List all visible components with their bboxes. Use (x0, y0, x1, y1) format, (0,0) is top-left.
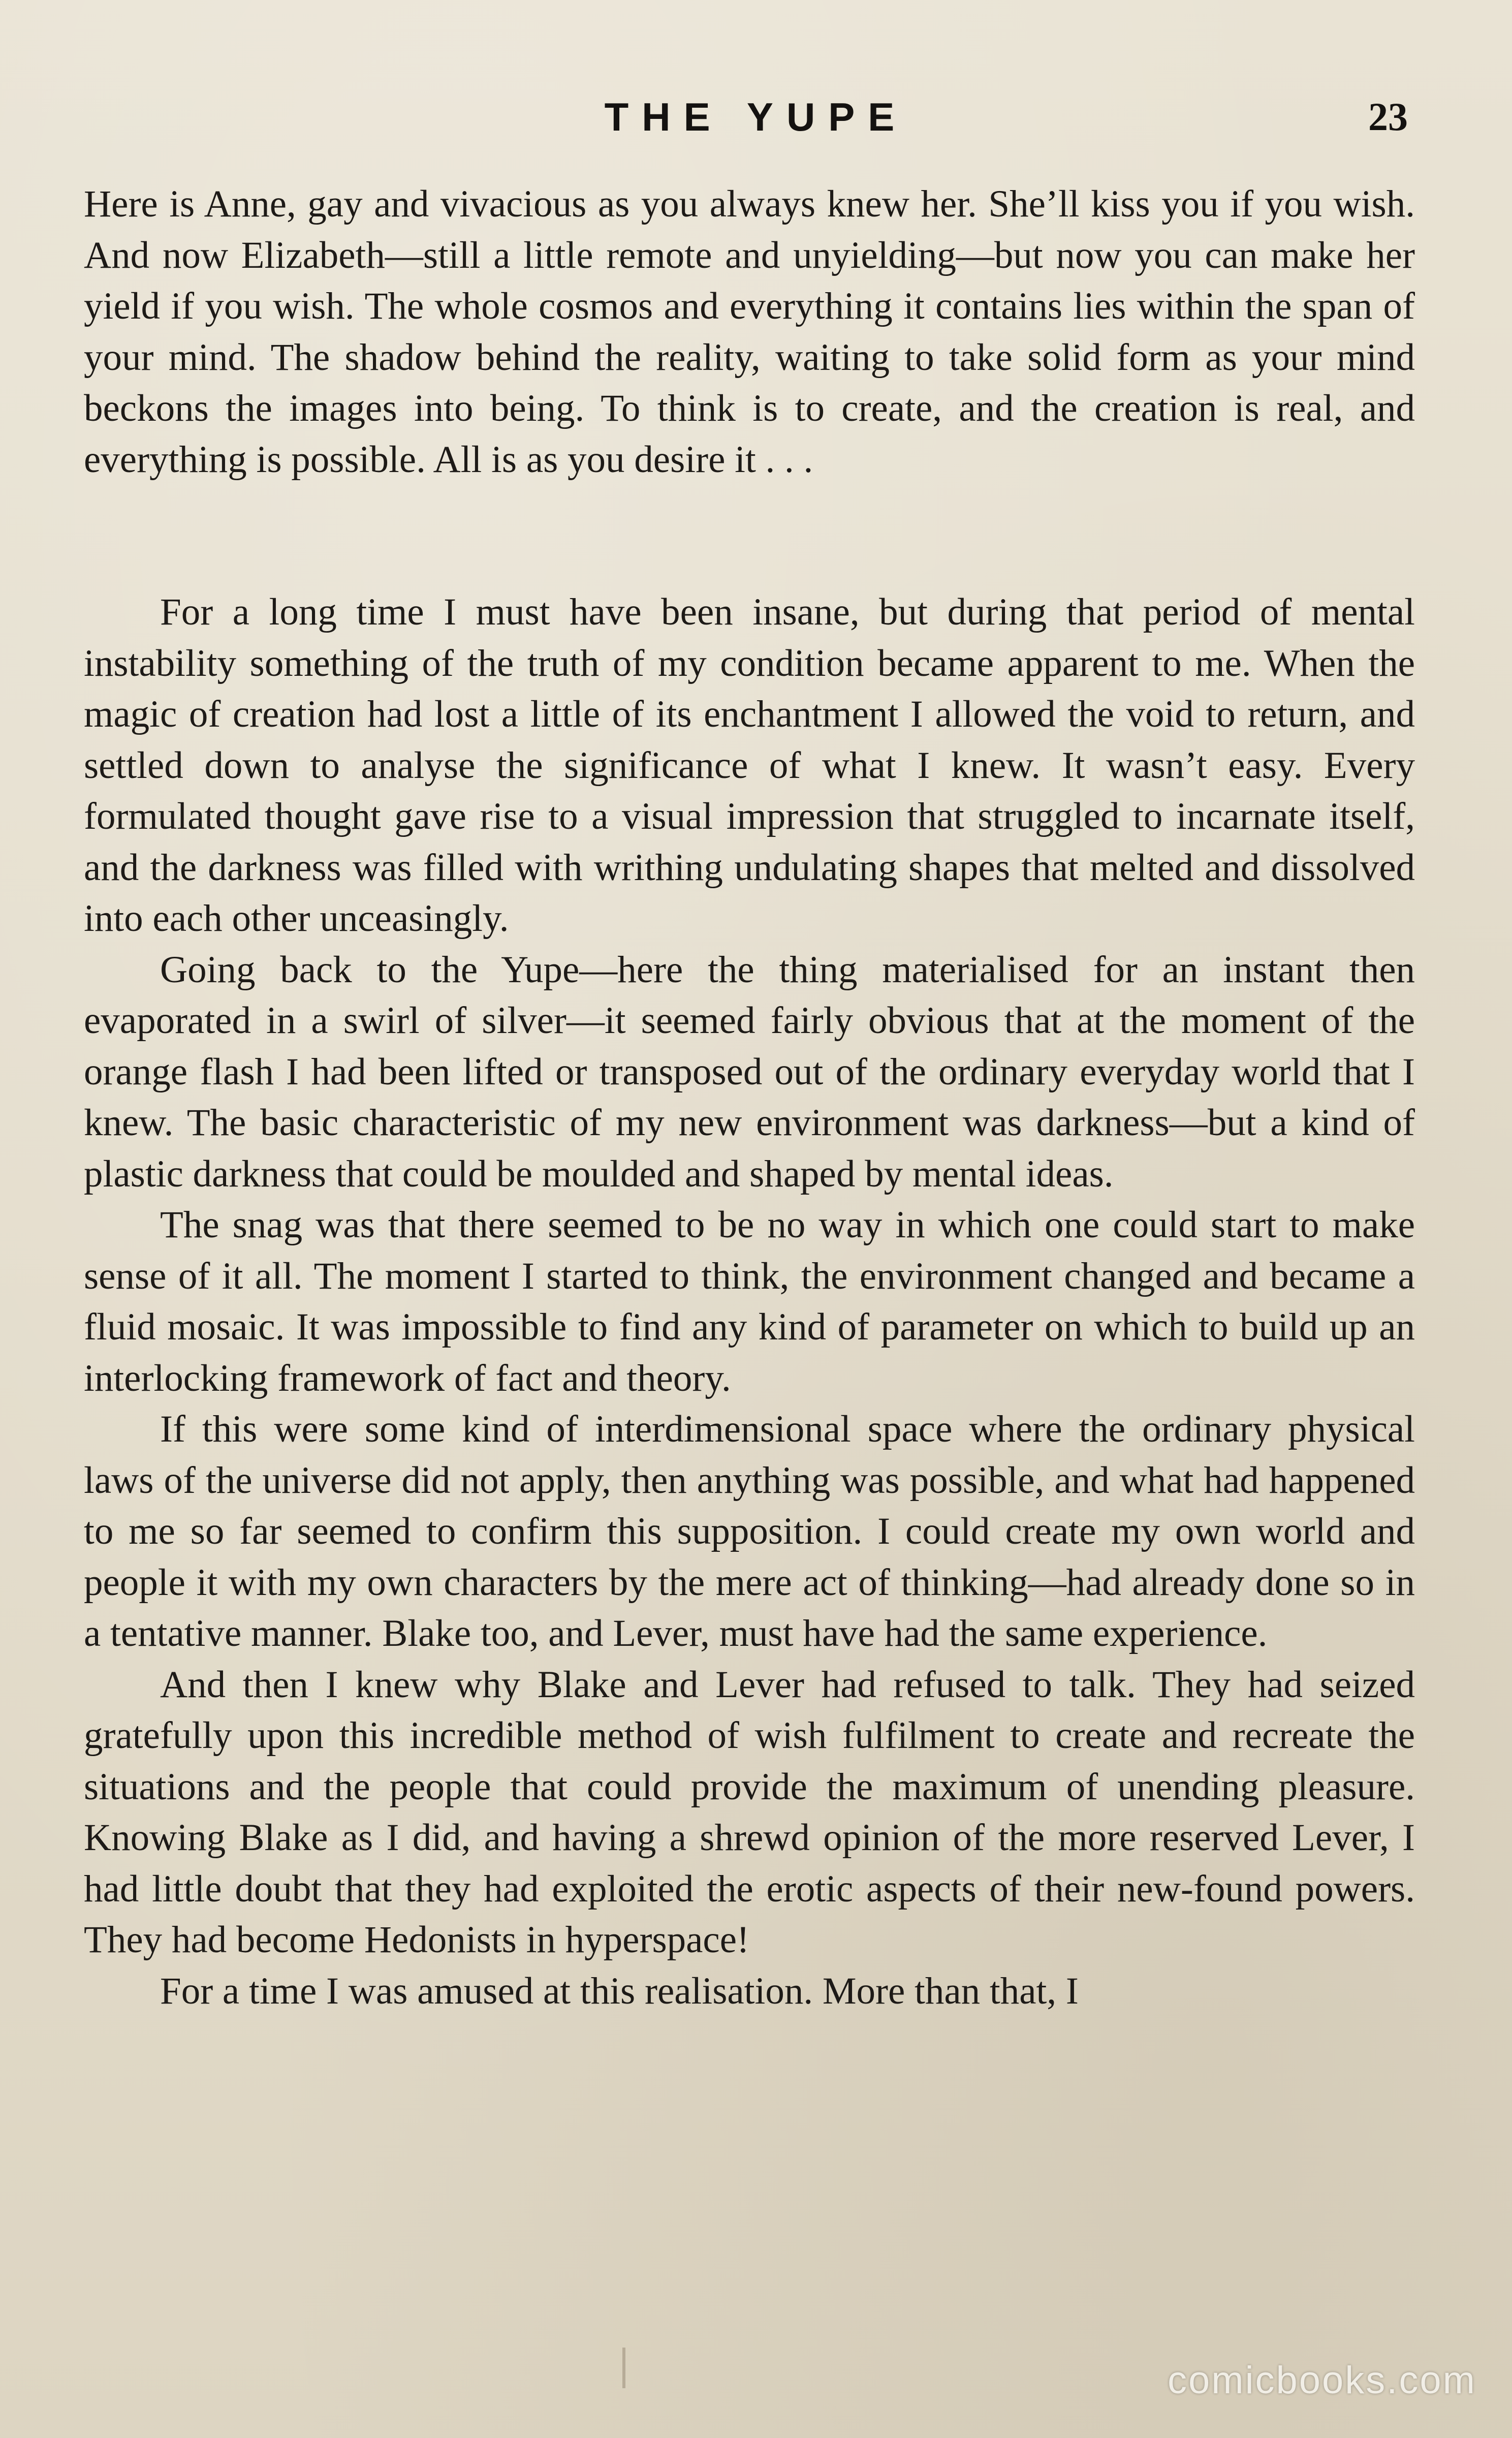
page-number: 23 (1368, 95, 1408, 139)
paragraph: Going back to the Yupe—here the thing materialised for an instant then evaporated in a swirl of silver—it seemed fairly obvious that at the moment of the orange flash I had been lifted or transposed out of the ordinary everyday world that I knew. The basic characteristic of my new environment was darkness—but a kind of plastic darkness that could be moulded and shaped by mental ideas. (84, 948, 1415, 1195)
paragraph: Here is Anne, gay and vivacious as you always knew her. She’ll kiss you if you wish. And now Elizabeth—still a little remote and unyielding—but now you can make her yield if you wish. The whole cosmos and everything it contains lies within the span of your mind. The shadow behind the reality, waiting to take solid form as your mind beckons the images into being. To think is to create, and the creation is real, and everything is possible. All is as you desire it . . . (84, 183, 1415, 481)
body-text (84, 179, 1415, 2017)
watermark: comicbooks.com (1168, 2359, 1476, 2402)
running-title: THE YUPE (604, 95, 908, 139)
paragraph: The snag was that there seemed to be no way in which one could start to make sense of it all. The moment I started to think, the environment changed and became a fluid mosaic. It was impossible to find any kind of parameter on which to build up an interlocking framework of fact and theory. (84, 1204, 1415, 1399)
paper-crease (622, 2348, 625, 2388)
paragraph: If this were some kind of interdimensional space where the ordinary physical laws of the universe did not apply, then anything was possible, and what had happened to me so far seemed to confirm this supposition. I could create my own world and people it with my own characters by the mere act of thinking—had already done so in a tentative manner. Blake too, and Lever, must have had the same experience. (84, 1408, 1415, 1654)
paragraph: For a time I was amused at this realisation. More than that, I (160, 1970, 1079, 2012)
paragraph: For a long time I must have been insane, but during that period of mental instability something of the truth of my condition became apparent to me. When the magic of creation had lost a little of its enchantment I allowed the void to return, and settled down to analyse the significance of what I knew. It wasn’t easy. Every formulated thought gave rise to a visual impression that struggled to incarnate itself, and the darkness was filled with writhing undulating shapes that melted and dissolved into each other unceasingly. (84, 591, 1415, 940)
page-header (0, 89, 1512, 145)
paragraph: And then I knew why Blake and Lever had refused to talk. They had seized gratefully upon this incredible method of wish fulfilment to create and recreate the situations and the people that could provide the maximum of unending pleasure. Knowing Blake as I did, and having a shrewd opinion of the more reserved Lever, I had little doubt that they had exploited the erotic aspects of their new-found powers. They had become Hedonists in hyperspace! (84, 1663, 1415, 1961)
